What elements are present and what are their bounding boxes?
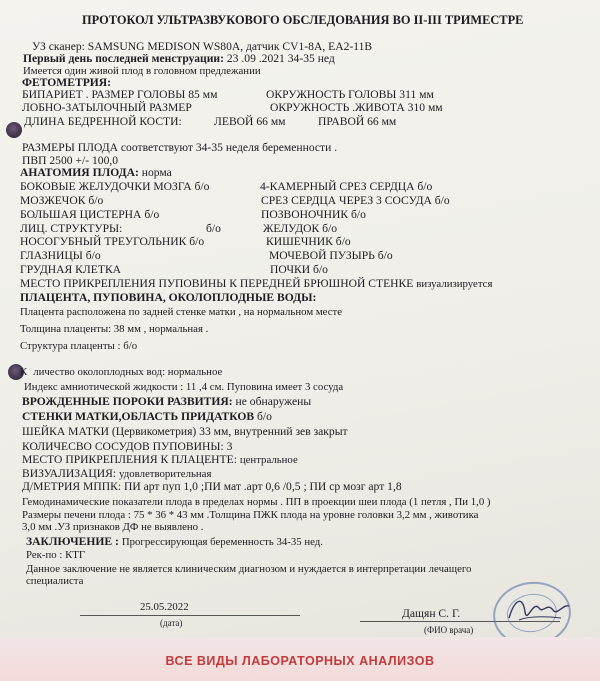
fetometry-bpd: БИПАРИЕТ . РАЗМЕР ГОЛОВЫ 85 мм <box>22 88 218 101</box>
fetus-present: Имеется один живой плод в головном предлежании <box>23 65 261 77</box>
placental-insertion-value: центральное <box>239 454 298 466</box>
uterus-line <box>22 410 272 423</box>
hemodynamic-line: Гемодинамические показатели плода в пределах нормы . ПП в проекции шеи плода (1 петля , Пи 1,0 ) <box>22 496 491 508</box>
conclusion-label: ЗАКЛЮЧЕНИЕ : <box>26 535 119 548</box>
cord-insertion-label: МЕСТО ПРИКРЕПЛЕНИЯ ПУПОВИНЫ К ПЕРЕДНЕЙ БРЮШНОЙ СТЕНКЕ <box>20 277 414 290</box>
liver-line-2: 3,0 мм .УЗ признаков ДФ не выявлено . <box>22 521 204 533</box>
cord-insertion-line <box>20 277 492 291</box>
conclusion-value: Прогрессирующая беременность 34-35 нед. <box>121 536 323 548</box>
defects-line <box>22 395 311 408</box>
placenta-thickness: Толщина плаценты: 38 мм , нормальная . <box>20 323 209 335</box>
doctor-name: Дащян С. Г. <box>402 607 461 620</box>
placental-insertion-line <box>22 453 298 467</box>
anatomy-heading-line <box>20 166 172 179</box>
placenta-heading: ПЛАЦЕНТА, ПУПОВИНА, ОКОЛОПЛОДНЫЕ ВОДЫ: <box>20 291 317 304</box>
signature-date: 25.05.2022 <box>140 601 189 613</box>
doctor-caption: (ФИО врача) <box>424 625 474 635</box>
punch-hole-top <box>6 122 22 138</box>
placenta-location: Плацента расположена по задней стенке матки , на нормальном месте <box>20 306 343 318</box>
visualization-value: удовлетворительная <box>119 468 212 480</box>
date-caption: (дата) <box>160 618 183 628</box>
fetometry-femur-left: ЛЕВОЙ 66 мм <box>214 115 286 128</box>
anatomy-kidneys: ПОЧКИ б/о <box>270 263 328 276</box>
anatomy-face: ЛИЦ. СТРУКТУРЫ: <box>20 222 123 235</box>
amniotic-quantity-prefix: К <box>20 366 28 378</box>
footer-text: ВСЕ ВИДЫ ЛАБОРАТОРНЫХ АНАЛИЗОВ <box>165 654 435 668</box>
anatomy-face-value: б/о <box>206 222 221 235</box>
scanner-line: УЗ сканер: SAMSUNG MEDISON WS80A, датчик CV1-8A, EA2-11B <box>32 40 373 53</box>
lmp-label: Первый день последней менструации: <box>23 52 224 65</box>
anatomy-spine: ПОЗВОНОЧНИК б/о <box>261 208 366 221</box>
disclaimer-line-2: специалиста <box>26 575 84 587</box>
cervix-line: ШЕЙКА МАТКИ (Цервикометрия) 33 мм, внутренний зев закрыт <box>22 425 348 438</box>
defects-label: ВРОЖДЕННЫЕ ПОРОКИ РАЗВИТИЯ: <box>22 395 233 408</box>
fetometry-femur: ДЛИНА БЕДРЕННОЙ КОСТИ: <box>24 115 182 128</box>
cord-insertion-value: визуализируется <box>416 278 493 290</box>
uterus-label: СТЕНКИ МАТКИ,ОБЛАСТЬ ПРИДАТКОВ <box>22 410 255 423</box>
anatomy-stomach: ЖЕЛУДОК б/о <box>263 222 338 235</box>
lmp-value: 23 .09 .2021 34-35 нед <box>226 52 335 65</box>
uterus-value: б/о <box>256 410 272 423</box>
cord-vessels: КОЛИЧЕСВО СОСУДОВ ПУПОВИНЫ: 3 <box>22 440 233 453</box>
placenta-structure: Структура плаценты : б/о <box>20 340 138 352</box>
visualization-label: ВИЗУАЛИЗАЦИЯ: <box>22 467 117 480</box>
amniotic-quantity <box>20 366 222 379</box>
recommendation-line: Рек-по : КТГ <box>26 549 86 561</box>
anatomy-orbits: ГЛАЗНИЦЫ б/о <box>20 249 101 262</box>
anatomy-heart-4ch: 4-КАМЕРНЫЙ СРЕЗ СЕРДЦА б/о <box>260 180 433 193</box>
anatomy-cerebellum: МОЗЖЕЧОК б/о <box>20 194 104 207</box>
anatomy-intestine: КИШЕЧНИК б/о <box>266 235 351 248</box>
anatomy-chest: ГРУДНАЯ КЛЕТКА <box>20 263 122 276</box>
document-title: ПРОТОКОЛ УЛЬТРАЗВУКОВОГО ОБСЛЕДОВАНИЯ ВО II-III ТРИМЕСТРЕ <box>82 13 524 27</box>
anatomy-nasolabial: НОСОГУБНЫЙ ТРЕУГОЛЬНИК б/о <box>20 235 205 248</box>
liver-line-1: Размеры печени плода : 75 * 36 * 43 мм .Толщина ПЖК плода на уровне головки 3,2 мм , животика <box>22 509 479 521</box>
doctor-signature <box>505 590 575 630</box>
date-underline <box>80 615 300 616</box>
amniotic-quantity-text: личество околоплодных вод: нормальное <box>33 366 223 378</box>
conclusion-line <box>26 535 323 549</box>
anatomy-bladder: МОЧЕВОЙ ПУЗЫРЬ б/о <box>269 249 393 262</box>
anatomy-heart-3v: СРЕЗ СЕРДЦА ЧЕРЕЗ 3 СОСУДА б/о <box>261 194 450 207</box>
visualization-line <box>22 467 211 481</box>
anatomy-heading-value: норма <box>141 166 172 179</box>
lmp-line <box>23 52 335 65</box>
disclaimer-line-1: Данное заключение не является клиническим диагнозом и нуждается в интерпретации лечащего <box>26 563 472 575</box>
doppler-line: Д/МЕТРИЯ МППК: ПИ арт пуп 1,0 ;ПИ мат .арт 0,6 /0,5 ; ПИ ср мозг арт 1,8 <box>22 480 402 493</box>
fetometry-ofd: ЛОБНО-ЗАТЫЛОЧНЫЙ РАЗМЕР <box>22 101 192 114</box>
anatomy-cisterna: БОЛЬШАЯ ЦИСТЕРНА б/о <box>20 208 160 221</box>
anatomy-ventricles: БОКОВЫЕ ЖЕЛУДОЧКИ МОЗГА б/о <box>20 180 210 193</box>
fetometry-femur-right: ПРАВОЙ 66 мм <box>318 115 397 128</box>
placental-insertion-label: МЕСТО ПРИКРЕПЛЕНИЯ К ПЛАЦЕНТЕ: <box>22 453 237 466</box>
fetal-size: РАЗМЕРЫ ПЛОДА соответствуют 34-35 неделя беременности . <box>22 141 338 154</box>
fetometry-heading: ФЕТОМЕТРИЯ: <box>22 76 112 89</box>
defects-value: не обнаружены <box>235 395 312 408</box>
amniotic-index: Индекс амниотической жидкости : 11 ,4 см. Пуповина имеет 3 сосуда <box>24 381 344 393</box>
anatomy-heading: АНАТОМИЯ ПЛОДА: <box>20 166 139 179</box>
fetal-weight: ПВП 2500 +/- 100,0 <box>22 154 119 167</box>
fetometry-hc: ОКРУЖНОСТЬ ГОЛОВЫ 311 мм <box>266 88 434 101</box>
fetometry-ac: ОКРУЖНОСТЬ .ЖИВОТА 310 мм <box>270 101 443 114</box>
